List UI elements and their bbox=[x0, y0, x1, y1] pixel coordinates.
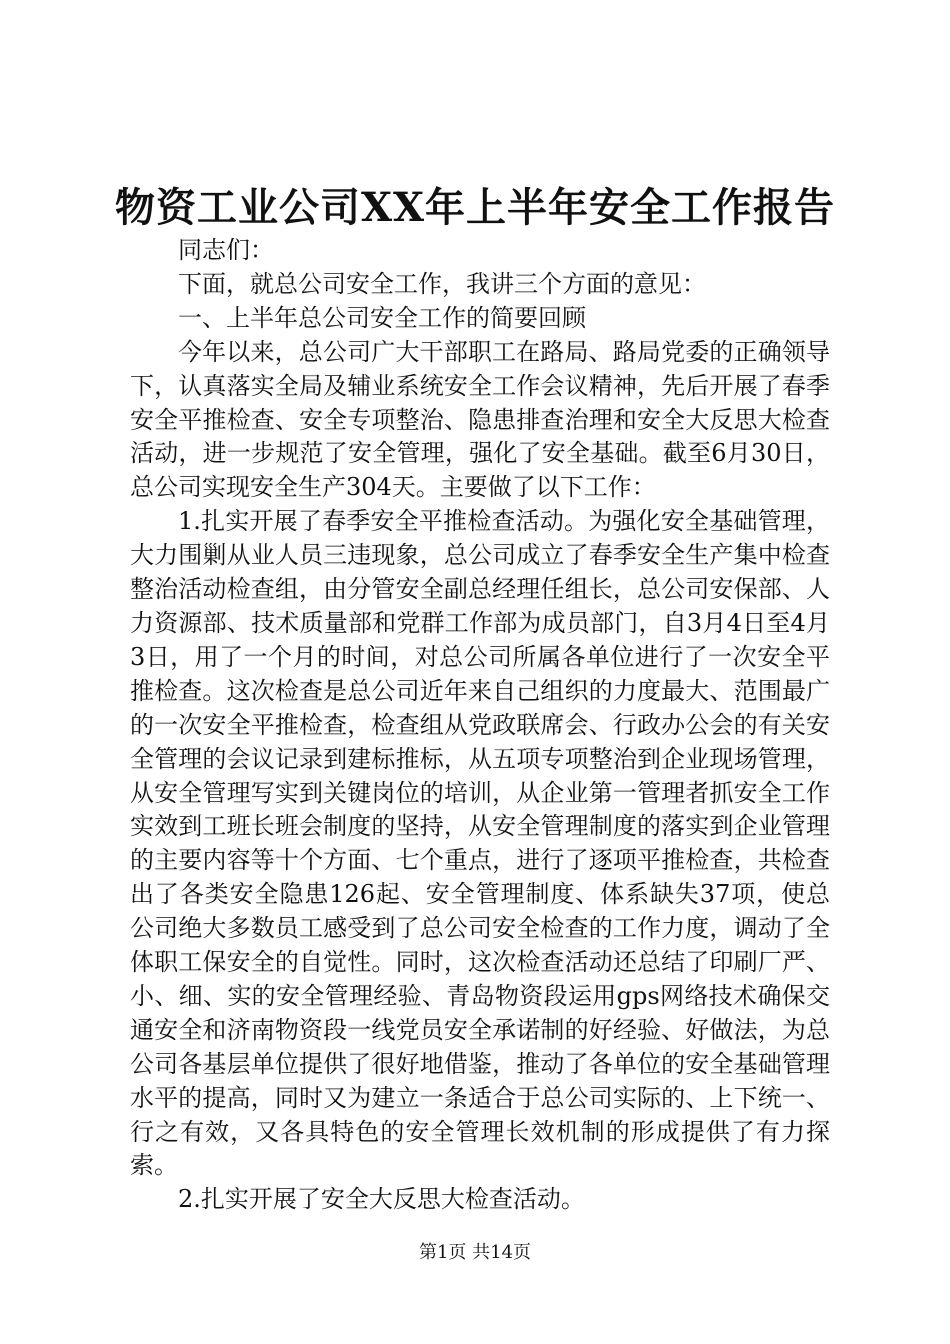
page-footer: 第1页 共14页 bbox=[418, 1242, 532, 1263]
salutation-paragraph: 同志们： bbox=[178, 236, 274, 264]
document-body bbox=[130, 234, 830, 1217]
intro-paragraph: 下面，就总公司安全工作，我讲三个方面的意见： bbox=[178, 269, 706, 298]
summary-paragraph: 今年以来，总公司广大干部职工在路局、路局党委的正确领导下，认真落实全局及辅业系统安全工作会议精神，先后开展了春季安全平推检查、安全专项整治、隐患排查治理和安全大反思大检查活动，进一步规范了安全管理，强化了安全基础。截至6月30日，总公司实现安全生产304天。主要做了以下工作： bbox=[130, 337, 830, 502]
item-2-paragraph: 2.扎实开展了安全大反思大检查活动。 bbox=[178, 1185, 585, 1214]
section-heading: 一、上半年总公司安全工作的简要回顾 bbox=[178, 303, 586, 332]
document-title: 物资工业公司XX年上半年安全工作报告 bbox=[114, 184, 836, 231]
item-1-paragraph: 1.扎实开展了春季安全平推检查活动。为强化安全基础管理，大力围剿从业人员三违现象，总公司成立了春季安全生产集中检查整治活动检查组，由分管安全副总经理任组长，总公司安保部、人力资源部、技术质量部和党群工作部为成员部门，自3月4日至4月3日，用了一个月的时间，对总公司所属各单位进行了一次安全平推检查。这次检查是总公司近年来自己组织的力度最大、范围最广的一次安全平推检查，检查组从党政联席会、行政办公会的有关安全管理的会议记录到建标推标，从五项专项整治到企业现场管理，从安全管理写实到关键岗位的培训，从企业第一管理者抓安全工作实效到工班长班会制度的坚持，从安全管理制度的落实到企业管理的主要内容等十个方面、七个重点，进行了逐项平推检查，共检查出了各类安全隐患126起、安全管理制度、体系缺失37项，使总公司绝大多数员工感受到了总公司安全检查的工作力度，调动了全体职工保安全的自觉性。同时，这次检查活动还总结了印刷厂严、小、细、实的安全管理经验、青岛物资段运用gps网络技术确保交通安全和济南物资段一线党员安全承诺制的好经验、好做法，为总公司各基层单位提供了很好地借鉴，推动了各单位的安全基础管理水平的提高，同时又为建立一条适合于总公司实际的、上下统一、行之有效，又各具特色的安全管理长效机制的形成提供了有力探索。 bbox=[130, 507, 830, 1180]
